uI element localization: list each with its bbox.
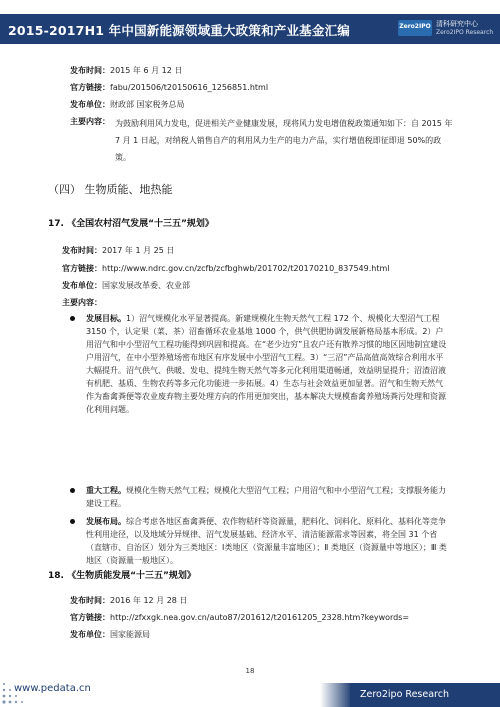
bullet-head: 发展布局。 bbox=[86, 517, 126, 526]
date-label: 发布时间： bbox=[70, 596, 110, 605]
date-value: 2016 年 12 月 28 日 bbox=[110, 596, 188, 605]
bullet-dot bbox=[70, 519, 75, 524]
prev-content-label bbox=[70, 115, 110, 128]
zero2ipo-logo bbox=[398, 20, 432, 36]
date-label: 发布时间： bbox=[62, 246, 102, 255]
logo-chinese-text: 清科研究中心 bbox=[436, 20, 478, 28]
bullet-body: 规模化生物天然气工程；规模化大型沼气工程；户用沼气和中小型沼气工程；支撑服务能力建设工程。 bbox=[86, 486, 446, 508]
footer-website[interactable]: www.pedata.cn bbox=[14, 683, 91, 694]
bullet-item-goals bbox=[86, 312, 450, 416]
date-label: 发布时间： bbox=[70, 66, 110, 75]
link-value[interactable]: http://zfxxgk.nea.gov.cn/auto87/201612/t20161205_2328.htm?keywords= bbox=[110, 613, 410, 622]
unit-value: 国家能源局 bbox=[110, 630, 150, 639]
bullet-item-layout bbox=[86, 515, 450, 567]
content-label: 主要内容： bbox=[70, 117, 110, 126]
footer-brand: Zero2ipo Research bbox=[360, 689, 449, 700]
logo-english-text: Zero2IPO Research bbox=[436, 29, 494, 36]
header-title: 2015-2017H1 年中国新能源领域重大政策和产业基金汇编 bbox=[8, 23, 350, 38]
link-label: 官方链接： bbox=[62, 264, 102, 273]
item-17-title: 17. 《全国农村沼气发展“十三五”规划》 bbox=[48, 219, 214, 229]
date-value: 2015 年 6 月 12 日 bbox=[110, 66, 183, 75]
unit-value: 财政部 国家税务总局 bbox=[110, 100, 185, 109]
prev-link-row bbox=[70, 81, 268, 94]
content-label: 主要内容： bbox=[62, 298, 102, 307]
item-17-date-row bbox=[62, 244, 174, 257]
link-label: 官方链接： bbox=[70, 83, 110, 92]
bullet-body: 1）沼气规模化水平显著提高。新建规模化生物天然气工程 172 个、规模化大型沼气工程 3150 个，认定果（菜、茶）沼畜循环农业基地 1000 个，供气供肥协调发展新格局基本形成。2）户用沼气和中小型沼气工程功能得到巩固和提高。在“老少边穷”且农户还有散养习惯的地区因地制宜建设户用沼气，在中小型养殖场密布地区有序发展中小型沼气工程。3）“三沼”产品高值高效综合利用水平大幅提升。沼气供气、供暖、发电、提纯生物天然气等多元化利用渠道畅通，效益明显提升；沼渣沼液有机肥、基质、生物农药等多元化功能进一步拓展。4）生态与社会效益更加显著。沼气和生物天然气作为畜禽粪便等农业废弃物主要处理方向的作用更加突出，基本解决大规模畜禽养殖场粪污处理和资源化利用问题。 bbox=[86, 314, 447, 414]
section-heading: （四） 生物质能、地热能 bbox=[48, 183, 173, 196]
prev-content-text: 为鼓励利用风力发电，促进相关产业健康发展，现将风力发电增值税政策通知如下：自 2015 年 7 月 1 日起，对纳税人销售自产的利用风力生产的电力产品，实行增值税即征即退 50%的政策。 bbox=[115, 119, 453, 162]
item-18-date-row bbox=[70, 594, 187, 607]
bullet-item-projects bbox=[86, 484, 450, 510]
link-label: 官方链接： bbox=[70, 613, 110, 622]
item-17-unit-row bbox=[62, 279, 190, 292]
footer-bar-fade bbox=[320, 683, 352, 707]
item-18-unit-row bbox=[70, 628, 150, 641]
prev-date-row bbox=[70, 64, 182, 77]
bullet-dot bbox=[70, 488, 75, 493]
bullet-body: 综合考虑各地区畜禽粪便、农作物秸秆等资源量，肥料化、饲料化、原料化、基料化等竞争性利用途径，以及地域分异规律、沼气发展基础、经济水平、清洁能源需求等因素，将全国 31 个省（直辖市、自治区）划分为三类地区：Ⅰ类地区（资源量丰富地区）；Ⅱ 类地区（资源量中等地区）；Ⅲ 类地区（资源量一般地区）。 bbox=[86, 517, 447, 565]
item-18-link-row bbox=[70, 611, 409, 624]
unit-label: 发布单位： bbox=[62, 281, 102, 290]
unit-label: 发布单位： bbox=[70, 630, 110, 639]
unit-label: 发布单位： bbox=[70, 100, 110, 109]
page-header bbox=[0, 0, 500, 46]
item-17-content-label bbox=[62, 296, 102, 309]
bullet-head: 重大工程。 bbox=[86, 486, 126, 495]
page-number: 18 bbox=[245, 667, 255, 675]
item-17-link-row bbox=[62, 262, 389, 275]
unit-value: 国家发展改革委、农业部 bbox=[102, 281, 190, 290]
date-value: 2017 年 1 月 25 日 bbox=[102, 246, 175, 255]
link-value[interactable]: fabu/201506/t20150616_1256851.html bbox=[110, 83, 269, 92]
link-value[interactable]: http://www.ndrc.gov.cn/zcfb/zcfbghwb/201702/t20170210_837549.html bbox=[102, 264, 390, 273]
item-18-title: 18. 《生物质能发展“十三五”规划》 bbox=[48, 571, 196, 581]
bullet-head: 发展目标。 bbox=[86, 314, 126, 323]
logo-box-text: Zero2IPO bbox=[399, 23, 431, 30]
prev-unit-row bbox=[70, 98, 185, 111]
bullet-dot bbox=[70, 316, 75, 321]
